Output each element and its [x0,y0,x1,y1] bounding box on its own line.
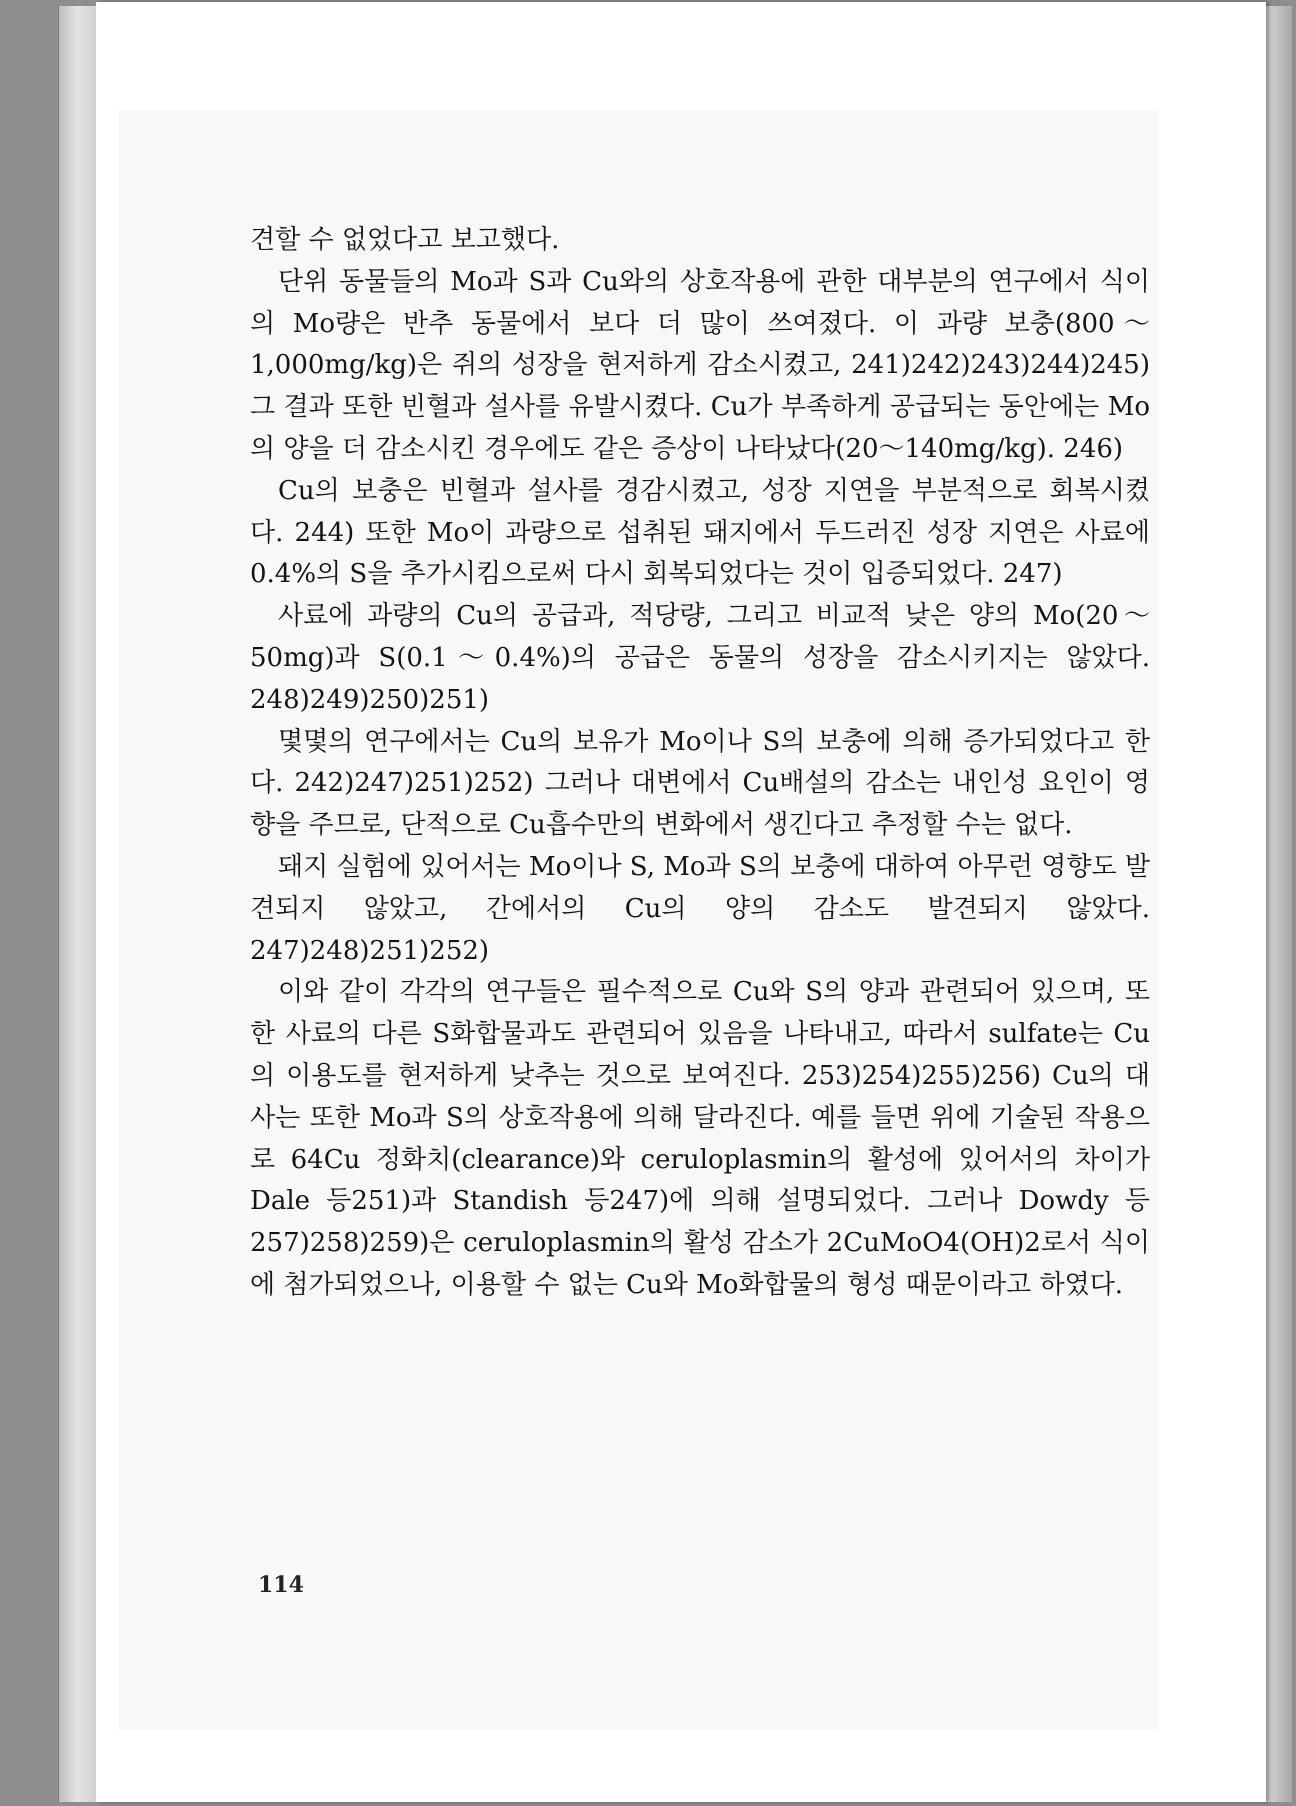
book-spine [58,6,99,1802]
body-text [250,220,1150,1307]
book-page-edge [1266,6,1292,1802]
paragraph: 이와 같이 각각의 연구들은 필수적으로 Cu와 S의 양과 관련되어 있으며, 또한 사료의 다른 S화합물과도 관련되어 있음을 나타내고, 따라서 sulfate는 Cu의 이용도를 현저하게 낮추는 것으로 보여진다. 253)254)255)256) Cu의 대사는 또한 Mo과 S의 상호작용에 의해 달라진다. 예를 들면 위에 기술된 작용으로 64Cu 정화치(clearance)와 ceruloplasmin의 활성에 있어서의 차이가 Dale 등251)과 Standish 등247)에 의해 설명되었다. 그러나 Dowdy 등257)258)259)은 ceruloplasmin의 활성 감소가 2CuMoO4(OH)2로서 식이에 첨가되었으나, 이용할 수 없는 Cu와 Mo화합물의 형성 때문이라고 하였다. [250,977,1150,1300]
paragraph: 돼지 실험에 있어서는 Mo이나 S, Mo과 S의 보충에 대하여 아무런 영향도 발견되지 않았고, 간에서의 Cu의 양의 감소도 발견되지 않았다. 247)248)251)252) [250,851,1150,966]
paragraph: 견할 수 없었다고 보고했다. [250,225,560,255]
paragraph: 몇몇의 연구에서는 Cu의 보유가 Mo이나 S의 보충에 의해 증가되었다고 한다. 242)247)251)252) 그러나 대변에서 Cu배설의 감소는 내인성 요인이 영향을 주므로, 단적으로 Cu흡수만의 변화에서 생긴다고 추정할 수는 없다. [250,726,1150,841]
paragraph: 사료에 과량의 Cu의 공급과, 적당량, 그리고 비교적 낮은 양의 Mo(20～50mg)과 S(0.1～0.4%)의 공급은 동물의 성장을 감소시키지는 않았다. 248)249)250)251) [250,601,1150,715]
page-number: 114 [258,1572,304,1598]
paragraph: Cu의 보충은 빈혈과 설사를 경감시켰고, 성장 지연을 부분적으로 회복시켰다. 244) 또한 Mo이 과량으로 섭취된 돼지에서 두드러진 성장 지연은 사료에 0.4%의 S을 추가시킴으로써 다시 회복되었다는 것이 입증되었다. 247) [250,475,1150,590]
paragraph: 단위 동물들의 Mo과 S과 Cu와의 상호작용에 관한 대부분의 연구에서 식이의 Mo량은 반추 동물에서 보다 더 많이 쓰여졌다. 이 과량 보충(800～1,000mg/kg)은 쥐의 성장을 현저하게 감소시켰고, 241)242)243)244)245) 그 결과 또한 빈혈과 설사를 유발시켰다. Cu가 부족하게 공급되는 동안에는 Mo의 양을 더 감소시킨 경우에도 같은 증상이 나타났다(20～140mg/kg). 246) [250,266,1150,464]
